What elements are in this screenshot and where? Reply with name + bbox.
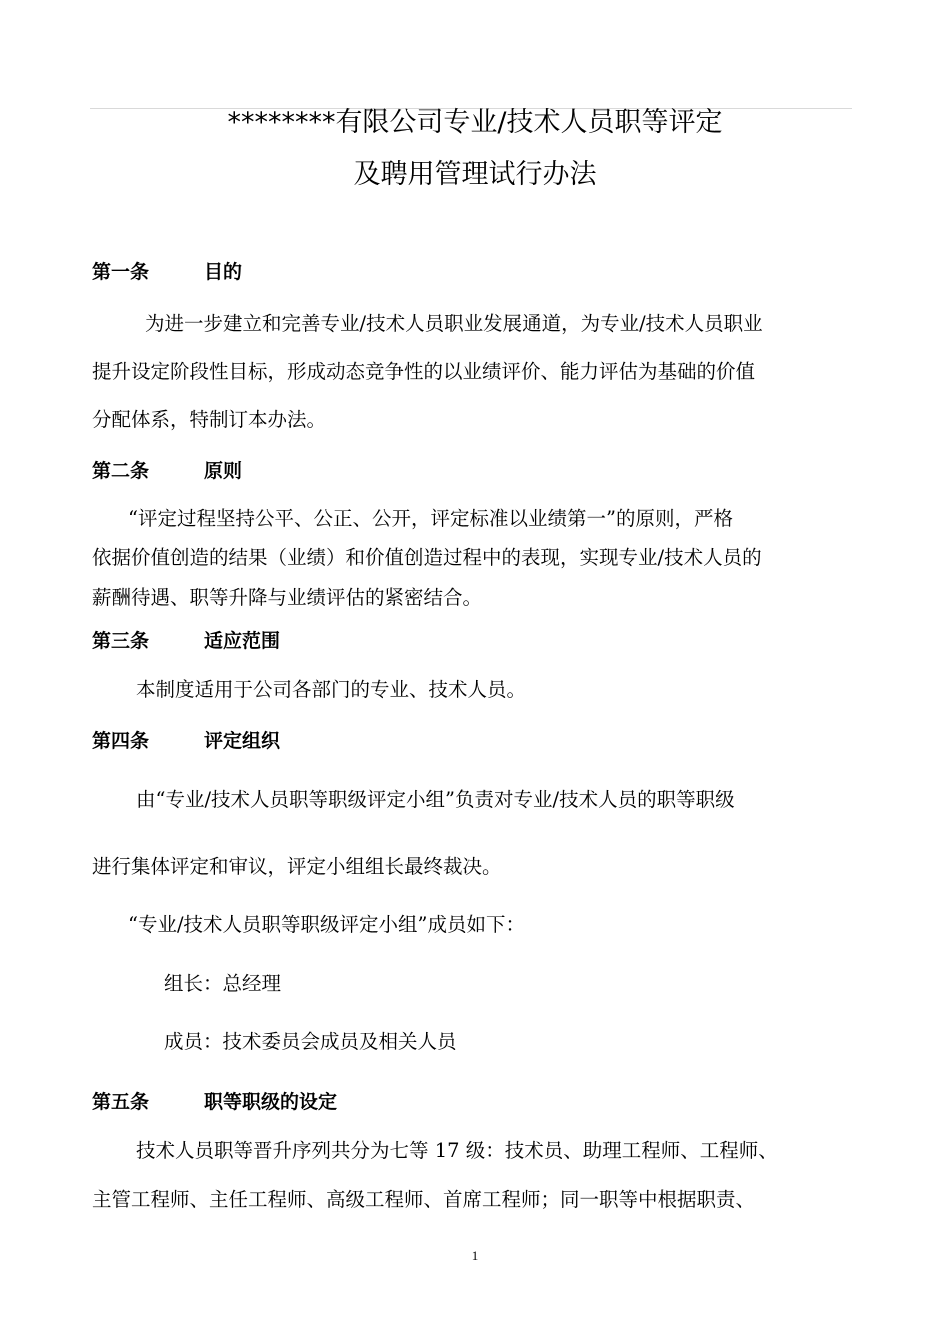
article-number: 第四条 (92, 730, 150, 752)
paragraph-line: 本制度适用于公司各部门的专业、技术人员。 (136, 678, 527, 701)
section-heading-purpose (92, 259, 242, 285)
paragraph-line: “专业/技术人员职等职级评定小组”成员如下： (128, 913, 526, 936)
article-number: 第三条 (92, 630, 150, 652)
section-heading-organization (92, 728, 280, 754)
article-title: 适应范围 (204, 630, 281, 652)
paragraph-line: 依据价值创造的结果（业绩）和价值创造过程中的表现，实现专业/技术人员的 (92, 546, 762, 569)
article-number: 第一条 (92, 261, 150, 283)
section-heading-principle (92, 458, 242, 484)
article-title: 目的 (204, 261, 243, 283)
paragraph-line: 技术人员职等晋升序列共分为七等 17 级：技术员、助理工程师、工程师、 (136, 1139, 778, 1162)
article-title: 职等职级的设定 (204, 1091, 338, 1113)
section-heading-grades (92, 1089, 337, 1115)
paragraph-line: 由“专业/技术人员职等职级评定小组”负责对专业/技术人员的职等职级 (136, 788, 735, 811)
section-heading-scope (92, 628, 280, 654)
article-title: 评定组织 (204, 730, 281, 752)
paragraph-line: 主管工程师、主任工程师、高级工程师、首席工程师；同一职等中根据职责、 (92, 1188, 756, 1211)
paragraph-line: 为进一步建立和完善专业/技术人员职业发展通道，为专业/技术人员职业 (145, 312, 763, 335)
paragraph-line: 进行集体评定和审议，评定小组组长最终裁决。 (92, 855, 502, 878)
article-number: 第二条 (92, 460, 150, 482)
paragraph-line: 成员：技术委员会成员及相关人员 (164, 1030, 457, 1053)
page-number: 1 (471, 1248, 479, 1263)
paragraph-line: “评定过程坚持公平、公正、公开，评定标准以业绩第一”的原则，严格 (128, 507, 733, 530)
document-title-line-2: 及聘用管理试行办法 (353, 159, 597, 190)
article-title: 原则 (204, 460, 243, 482)
paragraph-line: 薪酬待遇、职等升降与业绩评估的紧密结合。 (92, 586, 483, 609)
paragraph-line: 分配体系，特制订本办法。 (92, 408, 327, 431)
paragraph-line: 提升设定阶段性目标，形成动态竞争性的以业绩评价、能力评估为基础的价值 (92, 360, 756, 383)
document-title-line-1: ********有限公司专业/技术人员职等评定 (227, 107, 723, 138)
article-number: 第五条 (92, 1091, 150, 1113)
paragraph-line: 组长：总经理 (164, 972, 282, 995)
